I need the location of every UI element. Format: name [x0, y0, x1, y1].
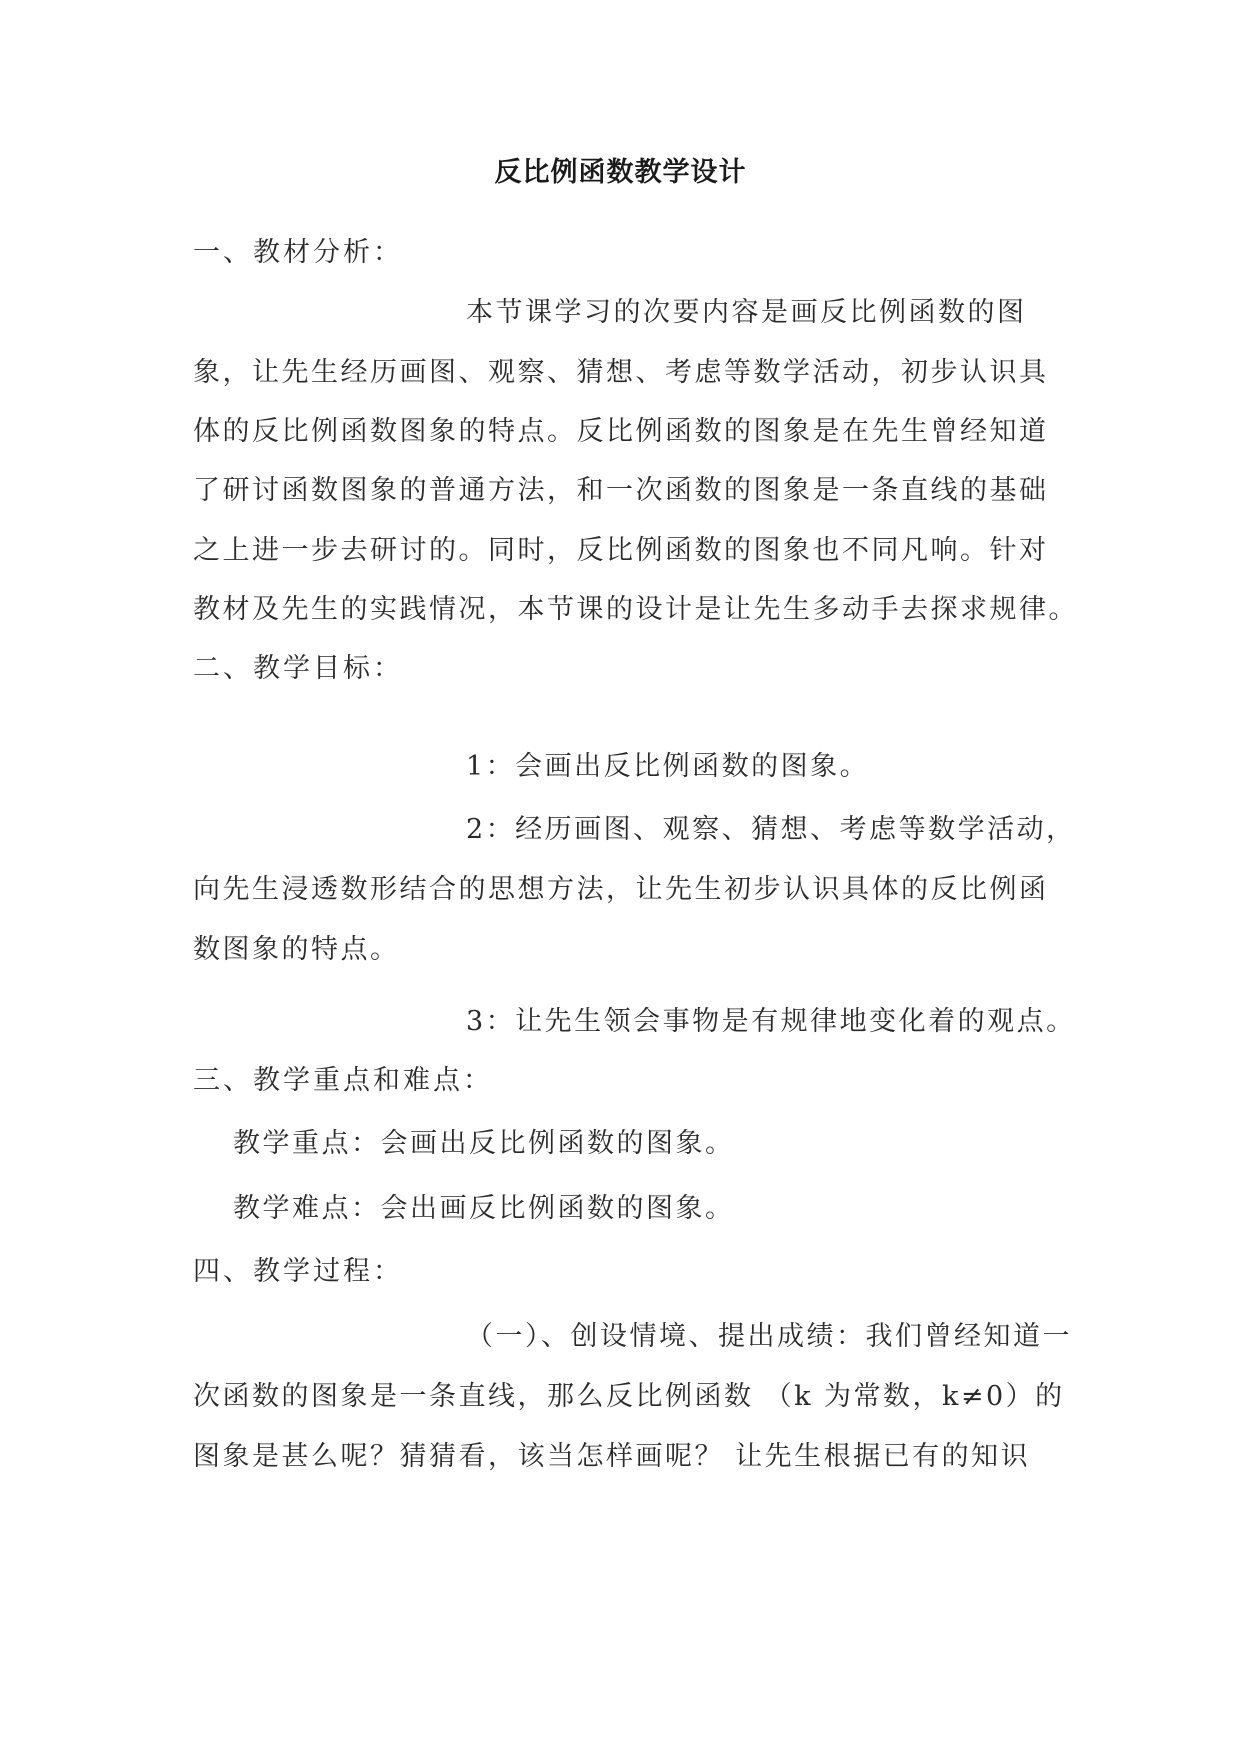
section-heading-teaching-process: 四、教学过程：	[193, 1256, 403, 1287]
paragraph-line: 图象是甚么呢？猜猜看，该当怎样画呢？ 让先生根据已有的知识	[193, 1441, 1031, 1472]
paragraph-line: 了研讨函数图象的普通方法，和一次函数的图象是一条直线的基础	[193, 475, 1049, 506]
paragraph-line: 教材及先生的实践情况，本节课的设计是让先生多动手去探求规律。	[193, 594, 1078, 625]
paragraph-line: 次函数的图象是一条直线，那么反比例函数 （k 为常数，k≠0）的	[193, 1381, 1065, 1412]
section-heading-teaching-goals: 二、教学目标：	[193, 653, 403, 684]
section-heading-textbook-analysis: 一、教材分析：	[193, 237, 403, 268]
document-title: 反比例函数教学设计	[494, 157, 747, 188]
paragraph-line: 体的反比例函数图象的特点。反比例函数的图象是在先生曾经知道	[193, 416, 1049, 447]
paragraph-line: 本节课学习的次要内容是画反比例函数的图	[466, 297, 1027, 328]
goal-item-1: 1：会画出反比例函数的图象。	[466, 751, 870, 782]
paragraph-line: （一）、创设情境、提出成绩：我们曾经知道一	[466, 1321, 1072, 1352]
key-point-line: 教学重点：会画出反比例函数的图象。	[233, 1128, 735, 1159]
paragraph-line: 之上进一步去研讨的。同时，反比例函数的图象也不同凡响。针对	[193, 535, 1049, 566]
paragraph-line: 数图象的特点。	[193, 934, 400, 965]
difficult-point-line: 教学难点：会出画反比例函数的图象。	[233, 1193, 735, 1224]
goal-item-3: 3：让先生领会事物是有规律地变化着的观点。	[466, 1006, 1076, 1037]
paragraph-line: 象，让先生经历画图、观察、猜想、考虑等数学活动，初步认识具	[193, 357, 1049, 388]
paragraph-line: 向先生浸透数形结合的思想方法，让先生初步认识具体的反比例函	[193, 874, 1049, 905]
goal-item-2: 2：经历画图、观察、猜想、考虑等数学活动，	[466, 814, 1076, 845]
section-heading-key-difficult-points: 三、教学重点和难点：	[193, 1065, 493, 1096]
